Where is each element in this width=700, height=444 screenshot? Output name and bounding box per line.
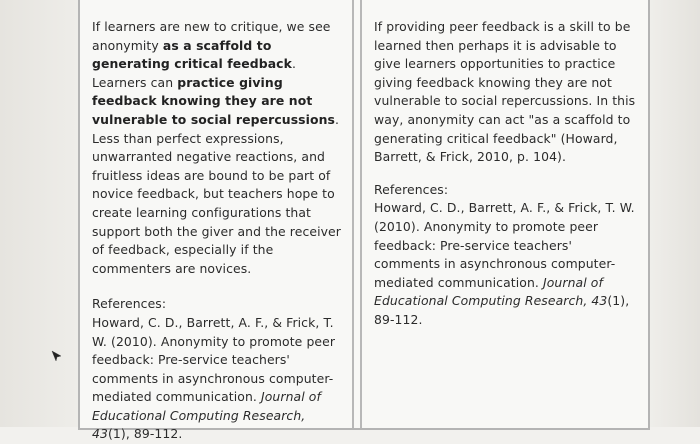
right-reference [374,199,638,329]
mouse-pointer-icon [51,347,63,359]
left-reference [92,314,344,444]
screen-left-margin [0,0,78,427]
left-text-segment: . Less than perfect expressions, unwarranted negative reactions, and fruitless ideas are bound to be part of novice feedback, but teachers hope to create learning configurations that support both the giver and the receiver of feedback, especially if the commenters are novices. [92,111,341,276]
left-cell [80,0,354,442]
left-references-heading: References: [92,296,167,312]
right-paragraph: If providing peer feedback is a skill to be learned then perhaps it is advisable to give learners opportunities to practice giving feedback knowing they are not vulnerable to social repercussions. In this way, anonymity can act "as a scaffold to generating critical feedback" (Howard, Barrett, & Frick, 2010, p. 104). [374,19,636,165]
left-paragraph [92,18,344,278]
right-references-heading: References: [374,181,449,197]
right-reference-journal: Journal of Educational Computing Research, 43 [374,274,608,309]
left-bold-phrase: as a scaffold to generating critical feedback [92,37,292,72]
right-reference-text: Howard, C. D., Barrett, A. F., & Frick, T. W. (2010). Anonymity to promote peer feedback: Pre-service teachers' comments in asynchronous computer-mediated communication. [374,200,635,290]
left-reference-journal: Journal of Educational Computing Research, 43 [92,389,321,442]
left-text-segment: If learners are new to critique, we see anonymity [92,19,331,53]
screen-right-margin [650,0,700,427]
left-reference-text: Howard, C. D., Barrett, A. F., & Frick, T. W. (2010). Anonymity to promote peer feedback: Pre-service teachers' comments in asynchronous computer-mediated communication. [92,314,336,405]
right-cell [360,0,648,428]
left-bold-phrase: practice giving feedback knowing they are not vulnerable to social repercussions [92,74,335,127]
left-reference-issue: (1), 89-112. [107,426,183,442]
comparison-table [78,0,650,442]
right-reference-issue: (1), 89-112. [374,293,630,327]
left-text-segment: . Learners can [92,56,297,90]
